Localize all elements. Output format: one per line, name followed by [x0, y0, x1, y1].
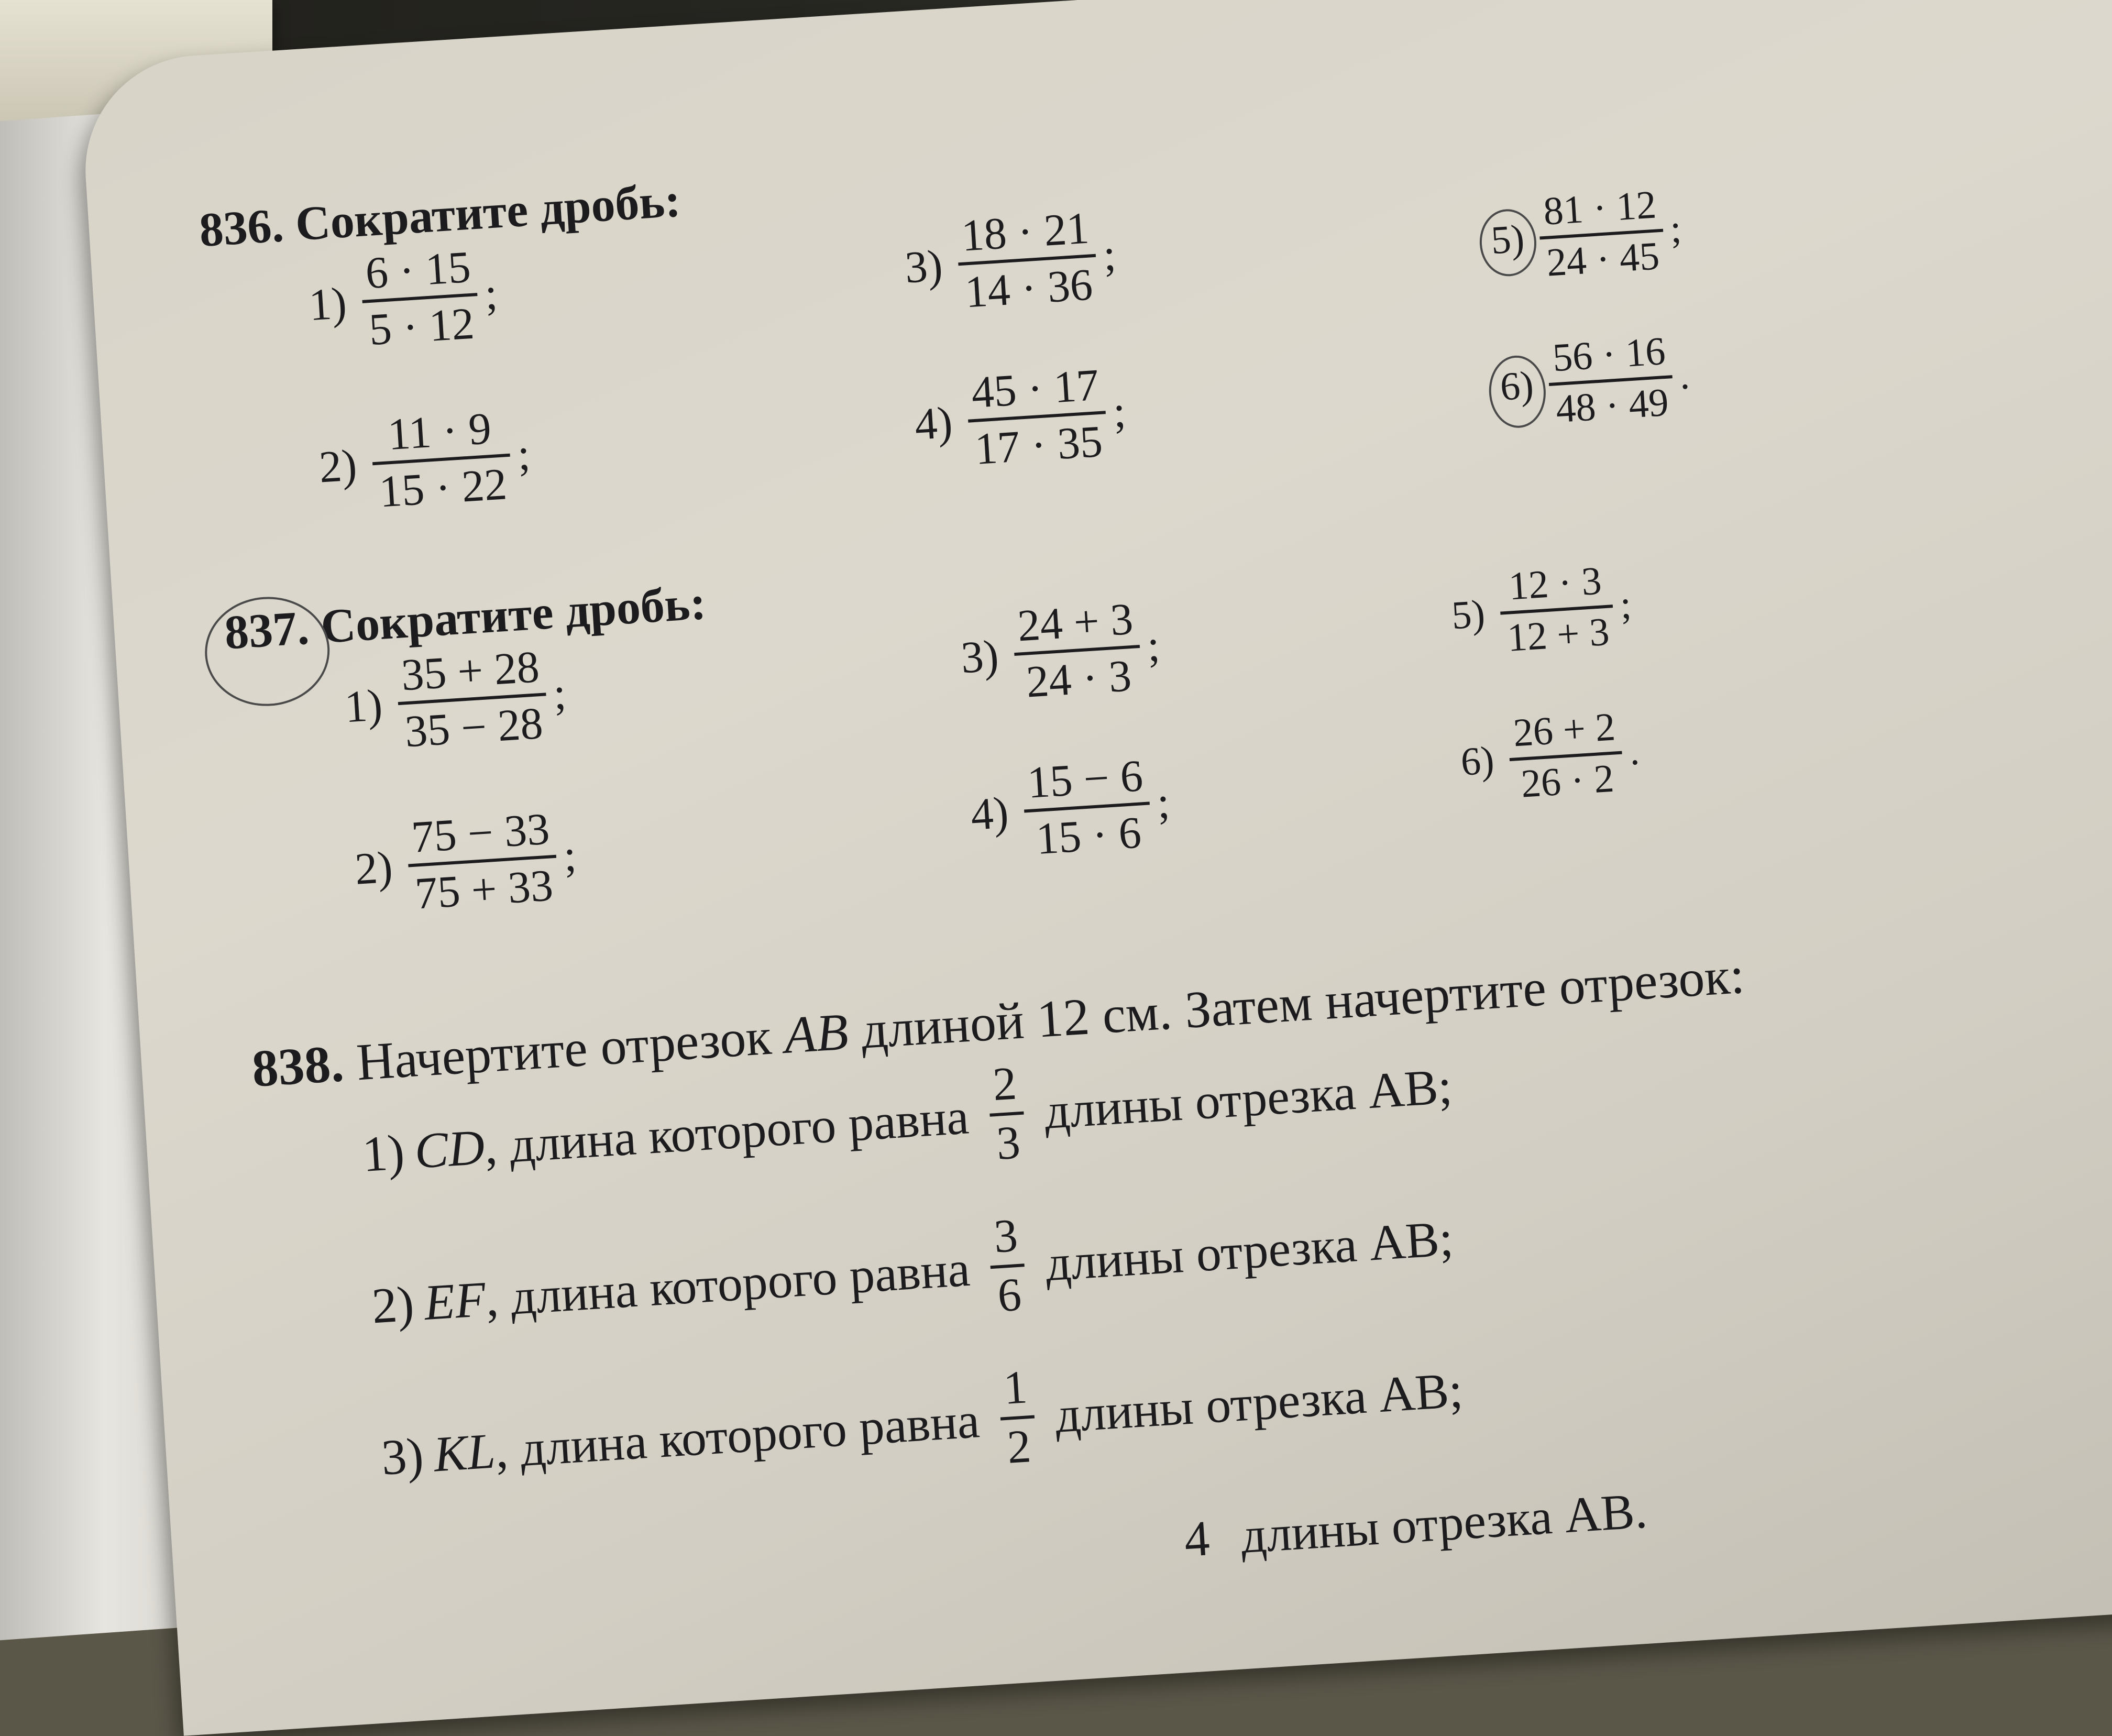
- ex836-item-1: [306, 241, 501, 357]
- exercise-836-title: Сократите дробь:: [293, 173, 683, 251]
- ex838-item-4-partial: [1183, 1481, 1649, 1568]
- denominator: 24 · 45: [1545, 234, 1661, 285]
- item-text: , длина которого равна: [493, 1392, 982, 1479]
- fraction: [359, 243, 481, 354]
- fraction-bar: [991, 1263, 1025, 1269]
- numerator: 3: [992, 1209, 1019, 1263]
- exercise-836: [197, 172, 1691, 517]
- denominator: 24 · 3: [1025, 650, 1133, 707]
- denominator: 17 · 35: [973, 416, 1104, 475]
- item-label: 1): [360, 1124, 406, 1182]
- intro-text: Начертите отрезок: [355, 1006, 786, 1092]
- numerator: 35 + 28: [400, 641, 541, 700]
- pencil-circle: [1487, 354, 1548, 430]
- denominator: 14 · 36: [963, 259, 1094, 317]
- item-label: 6): [1459, 738, 1495, 785]
- pencil-circle: [1478, 207, 1538, 278]
- intro-segment: AB: [782, 1002, 850, 1064]
- fraction: [405, 805, 559, 918]
- item-label: 6): [1499, 363, 1535, 410]
- item-label: 5): [1450, 591, 1487, 638]
- item-label: 5): [1490, 216, 1526, 263]
- denominator: 26 · 2: [1520, 756, 1615, 806]
- numerator: 56 · 16: [1551, 328, 1667, 380]
- partial-numerator: 4: [1182, 1510, 1212, 1567]
- punctuation: ;: [1112, 386, 1127, 437]
- ex836-item-2: [316, 402, 533, 520]
- exercise-836-number: 836.: [197, 198, 285, 257]
- ex837-item-6: [1458, 705, 1643, 809]
- ex838-item-3: [378, 1335, 1466, 1511]
- fraction: [1507, 706, 1625, 806]
- item-label: 2): [317, 440, 358, 492]
- numerator: 24 + 3: [1016, 593, 1135, 651]
- fraction: [987, 1211, 1028, 1321]
- item-label: 2): [353, 841, 394, 895]
- item-label: 1): [307, 278, 348, 331]
- ex837-item-1: [342, 641, 569, 759]
- ex837-item-5: [1449, 558, 1634, 663]
- denominator: 5 · 12: [367, 298, 476, 355]
- exercise-837: [223, 558, 1641, 919]
- numerator: 2: [991, 1057, 1018, 1111]
- fraction-bar: [1000, 1415, 1034, 1420]
- segment-name: KL: [432, 1422, 497, 1482]
- ex836-item-3: [901, 203, 1119, 320]
- partial-tail: длины отрезка AB.: [1239, 1482, 1649, 1564]
- punctuation: .: [1678, 353, 1691, 398]
- fraction: [1498, 559, 1616, 660]
- exercise-838-number: 838.: [250, 1034, 346, 1098]
- exercise-838: [250, 945, 1746, 1567]
- ex836-item-4: [911, 359, 1129, 477]
- numerator: 1: [1002, 1361, 1029, 1415]
- item-label: 2): [370, 1275, 416, 1334]
- item-tail: длины отрезка AB;: [1053, 1361, 1465, 1443]
- punctuation: ;: [483, 268, 499, 320]
- fraction: [955, 204, 1099, 316]
- segment-name: EF: [422, 1270, 488, 1331]
- item-label: 4): [913, 397, 954, 450]
- punctuation: .: [1627, 729, 1641, 774]
- exercise-837-title: Сократите дробь:: [319, 575, 708, 653]
- exercise-837-number: 837.: [223, 600, 311, 660]
- item-label: 1): [343, 679, 384, 732]
- punctuation: ;: [1155, 777, 1171, 828]
- pencil-circle: [202, 593, 333, 710]
- item-text: , длина которого равна: [483, 1240, 972, 1327]
- denominator: 2: [1005, 1420, 1033, 1474]
- numerator: 18 · 21: [960, 202, 1091, 261]
- fraction: [394, 643, 549, 756]
- numerator: 45 · 17: [970, 359, 1101, 418]
- ex838-item-2: [369, 1184, 1457, 1360]
- item-label: 3): [379, 1427, 425, 1486]
- punctuation: ;: [1102, 229, 1118, 281]
- fraction-bar: [989, 1111, 1024, 1116]
- numerator: 75 − 33: [410, 803, 551, 862]
- fraction: [1011, 595, 1143, 706]
- punctuation: ;: [562, 830, 578, 882]
- item-text: , длина которого равна: [482, 1088, 971, 1175]
- denominator: 35 − 28: [403, 698, 545, 757]
- ex836-item-6: [1498, 329, 1692, 434]
- denominator: 6: [996, 1268, 1023, 1322]
- item-tail: длины отрезка AB;: [1043, 1210, 1455, 1292]
- numerator: 12 · 3: [1507, 558, 1603, 609]
- denominator: 15 · 22: [378, 458, 509, 517]
- punctuation: ;: [1146, 620, 1161, 672]
- punctuation: ;: [515, 428, 532, 480]
- punctuation: ;: [552, 668, 568, 719]
- textbook-page: [79, 0, 2112, 1736]
- ex837-item-4: [967, 750, 1173, 866]
- fraction: [1546, 330, 1675, 431]
- ex837-item-3: [958, 594, 1163, 710]
- intro-text-end: длиной 12 см. Затем начертите отрезок:: [846, 946, 1746, 1061]
- fraction: [986, 1059, 1027, 1169]
- page-content: [197, 84, 2080, 1567]
- segment-name: CD: [413, 1118, 487, 1179]
- numerator: 15 − 6: [1026, 750, 1145, 808]
- denominator: 15 · 6: [1035, 807, 1143, 864]
- numerator: 11 · 9: [386, 403, 493, 460]
- ex836-item-5: [1488, 183, 1684, 288]
- denominator: 75 + 33: [413, 860, 555, 919]
- fraction: [965, 360, 1109, 473]
- numerator: 6 · 15: [364, 241, 472, 299]
- denominator: 3: [995, 1116, 1022, 1170]
- ex837-item-2: [351, 804, 579, 921]
- punctuation: ;: [1619, 583, 1633, 628]
- numerator: 26 + 2: [1512, 705, 1617, 755]
- punctuation: ;: [1668, 206, 1683, 252]
- item-tail: длины отрезка AB;: [1042, 1058, 1454, 1140]
- denominator: 12 + 3: [1505, 609, 1611, 660]
- denominator: 48 · 49: [1554, 380, 1670, 431]
- fraction: [369, 403, 514, 516]
- fraction: [1021, 752, 1153, 863]
- fraction: [997, 1363, 1038, 1473]
- item-label: 3): [903, 240, 944, 293]
- item-label: 4): [969, 787, 1010, 840]
- fraction: [1537, 184, 1666, 284]
- numerator: 81 · 12: [1542, 182, 1658, 234]
- item-label: 3): [959, 630, 1000, 683]
